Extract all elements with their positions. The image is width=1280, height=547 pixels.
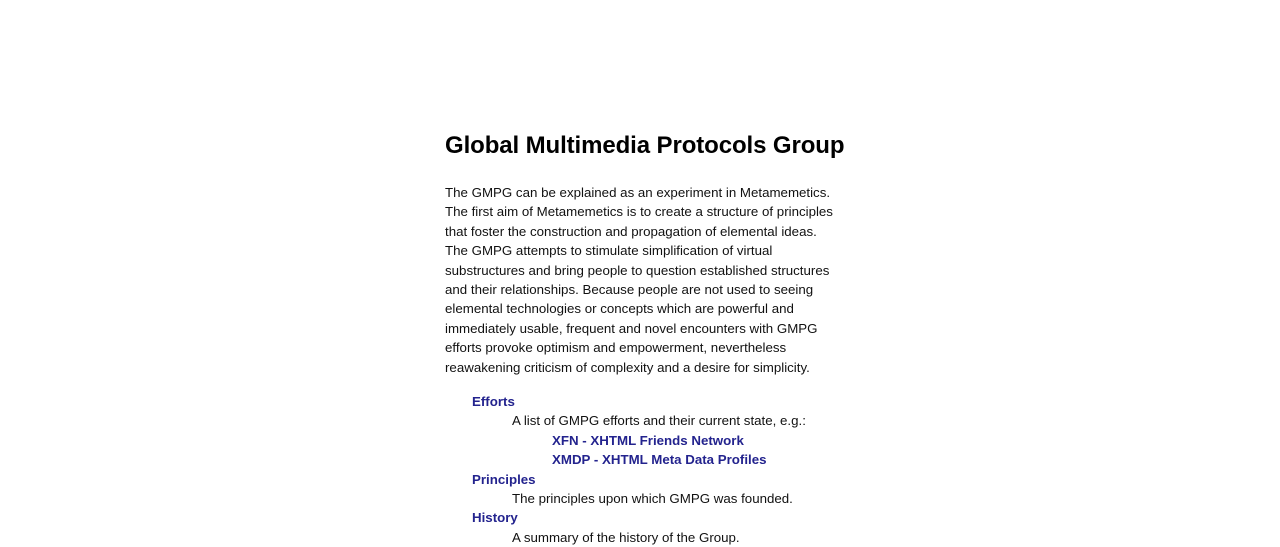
definition-list (445, 392, 806, 547)
definition-description-efforts: A list of GMPG efforts and their current state, e.g.: (512, 413, 806, 429)
definition-term-principles[interactable]: Principles (472, 471, 536, 487)
definition-term-history[interactable]: History (472, 510, 518, 526)
link-xmdp[interactable]: XMDP - XHTML Meta Data Profiles (552, 452, 767, 468)
page-title: Global Multimedia Protocols Group (445, 132, 845, 159)
definition-term-efforts[interactable]: Efforts (472, 394, 515, 409)
definition-description-history: A summary of the history of the Group. (512, 529, 740, 545)
link-xfn[interactable]: XFN - XHTML Friends Network (552, 432, 744, 448)
definition-description-principles: The principles upon which GMPG was founded. (512, 491, 793, 507)
intro-paragraph: The GMPG can be explained as an experiment in Metamemetics. The first aim of Metamemetics is to create a structure of principles that foster the construction and propagation of elemental ideas. The GMPG attempts to stimulate simplification of virtual substructures and bring people to question established structures and their relationships. Because people are not used to seeing elemental technologies or concepts which are powerful and immediately usable, frequent and novel encounters with GMPG efforts provoke optimism and empowerment, nevertheless reawakening criticism of complexity and a desire for simplicity. (445, 185, 833, 375)
